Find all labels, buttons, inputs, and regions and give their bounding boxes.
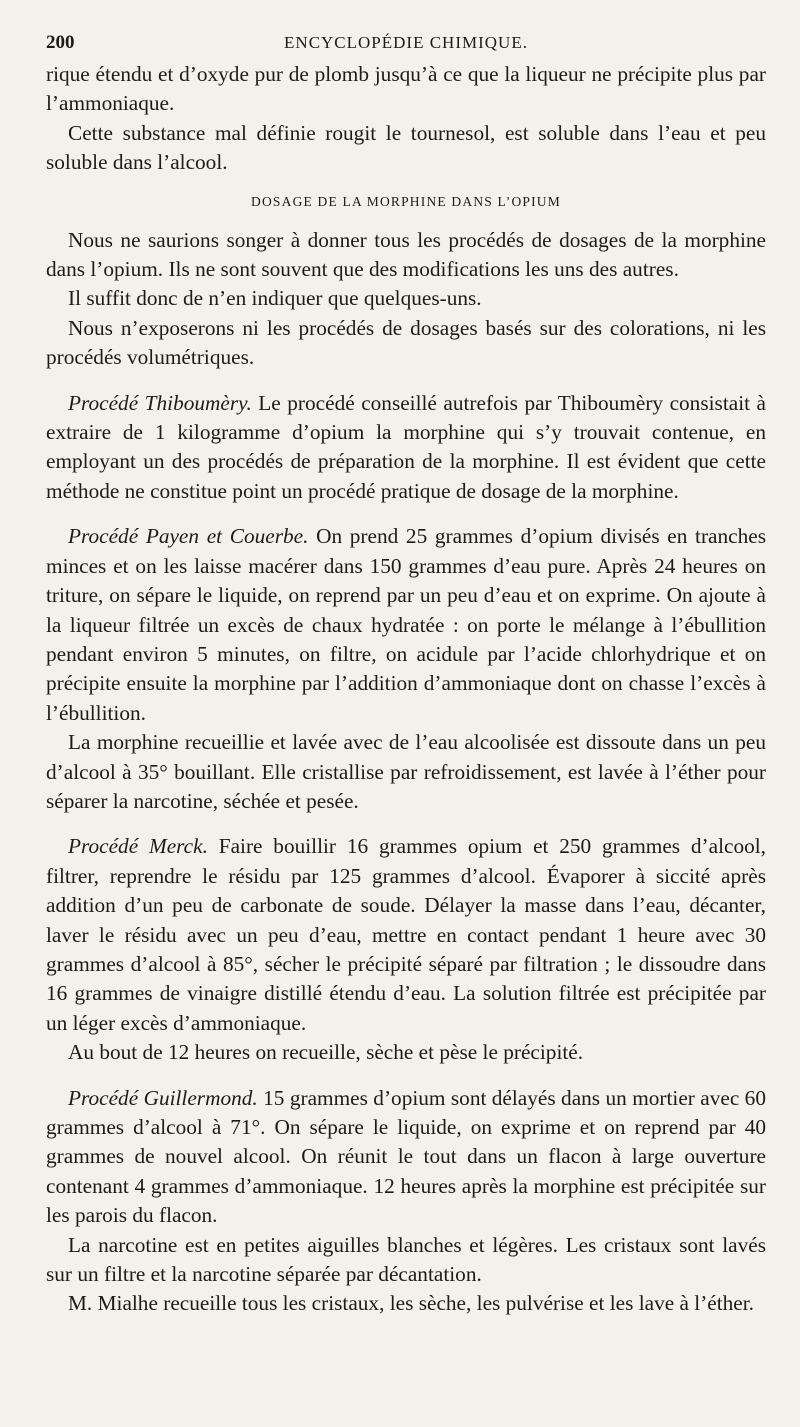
page-body — [46, 60, 766, 1319]
paragraph: Au bout de 12 heures on recueille, sèche et pèse le précipité. — [68, 1040, 584, 1065]
paragraph: La morphine recueillie et lavée avec de l’eau alcoolisée est dissoute dans un peu d’alcool à 35° bouillant. Elle cristallise par refroidissement, est lavée à l’éther pour séparer la narcotine, séchée et pesée. — [46, 730, 766, 813]
paragraph: rique étendu et d’oxyde pur de plomb jusqu’à ce que la liqueur ne précipite plus par l’ammoniaque. — [46, 62, 766, 116]
procedure-text: Le procédé conseillé autrefois par Thiboumèry consistait à extraire de 1 kilogramme d’opium la morphine qui s’y trouvait contenue, en employant un des procédés de préparation de la morphine. Il est évident que cette méthode ne constitue point un procédé pratique de dosage de la morphine. — [46, 390, 766, 503]
procedure-text: On prend 25 grammes d’opium divisés en tranches minces et on les laisse macérer dans 150 grammes d’eau pure. Après 24 heures on triture, on sépare le liquide, on reprend par un peu d’eau et on exprime. On ajoute à la liqueur filtrée un excès de chaux hydratée : on porte le mélange à l’ébullition pendant environ 5 minutes, on filtre, on acidule par l’acide chlorhydrique et on précipite ensuite la morphine par l’addition d’ammoniaque dont on chasse l’excès à l’ébullition. — [46, 524, 766, 725]
procedure-title: Procédé Guillermond. — [68, 1085, 258, 1110]
running-title: ENCYCLOPÉDIE CHIMIQUE. — [284, 33, 528, 52]
page-header — [46, 20, 766, 60]
paragraph: Nous n’exposerons ni les procédés de dosages basés sur des colorations, ni les procédés volumétriques. — [46, 315, 766, 370]
section-heading: DOSAGE DE LA MORPHINE DANS L’OPIUM — [251, 193, 561, 209]
paragraph: Il suffit donc de n’en indiquer que quelques-uns. — [68, 286, 482, 311]
paragraph: Nous ne saurions songer à donner tous les procédés de dosages de la morphine dans l’opium. Ils ne sont souvent que des modifications les uns des autres. — [46, 227, 766, 282]
procedure-title: Procédé Merck. — [68, 834, 208, 859]
paragraph: Cette substance mal définie rougit le tournesol, est soluble dans l’eau et peu soluble dans l’alcool. — [46, 120, 766, 175]
procedure-title: Procédé Thiboumèry. — [68, 390, 252, 415]
procedure-text: Faire bouillir 16 grammes opium et 250 grammes d’alcool, filtrer, reprendre le résidu par 125 grammes d’alcool. Évaporer à siccité après addition d’un peu de carbonate de soude. Délayer la masse dans l’eau, décanter, laver le résidu avec un peu d’eau, mettre en contact pendant 1 heure avec 30 grammes d’alcool à 85°, sécher le précipité séparé par filtration ; le dissoudre dans 16 grammes de vinaigre distillé étendu d’eau. La solution filtrée est précipitée par un léger excès d’ammoniaque. — [46, 834, 767, 1035]
procedure-thiboumery — [46, 389, 766, 507]
paragraph: M. Mialhe recueille tous les cristaux, les sèche, les pulvérise et les lave à l’éther. — [68, 1291, 754, 1316]
procedure-title: Procédé Payen et Couerbe. — [68, 524, 309, 549]
page-number: 200 — [46, 32, 75, 53]
procedure-guillermond — [46, 1084, 766, 1231]
paragraph: La narcotine est en petites aiguilles blanches et légères. Les cristaux sont lavés sur un filtre et la narcotine séparée par décantation. — [46, 1232, 766, 1287]
procedure-text: 15 grammes d’opium sont délayés dans un mortier avec 60 grammes d’alcool à 71°. On sépare le liquide, on exprime et on reprend par 40 grammes de nouvel alcool. On réunit le tout dans un flacon à large ouverture contenant 4 grammes d’ammoniaque. 12 heures après la morphine est précipitée sur les parois du flacon. — [46, 1085, 766, 1228]
procedure-payen-couerbe — [46, 522, 766, 728]
procedure-merck — [46, 832, 766, 1038]
